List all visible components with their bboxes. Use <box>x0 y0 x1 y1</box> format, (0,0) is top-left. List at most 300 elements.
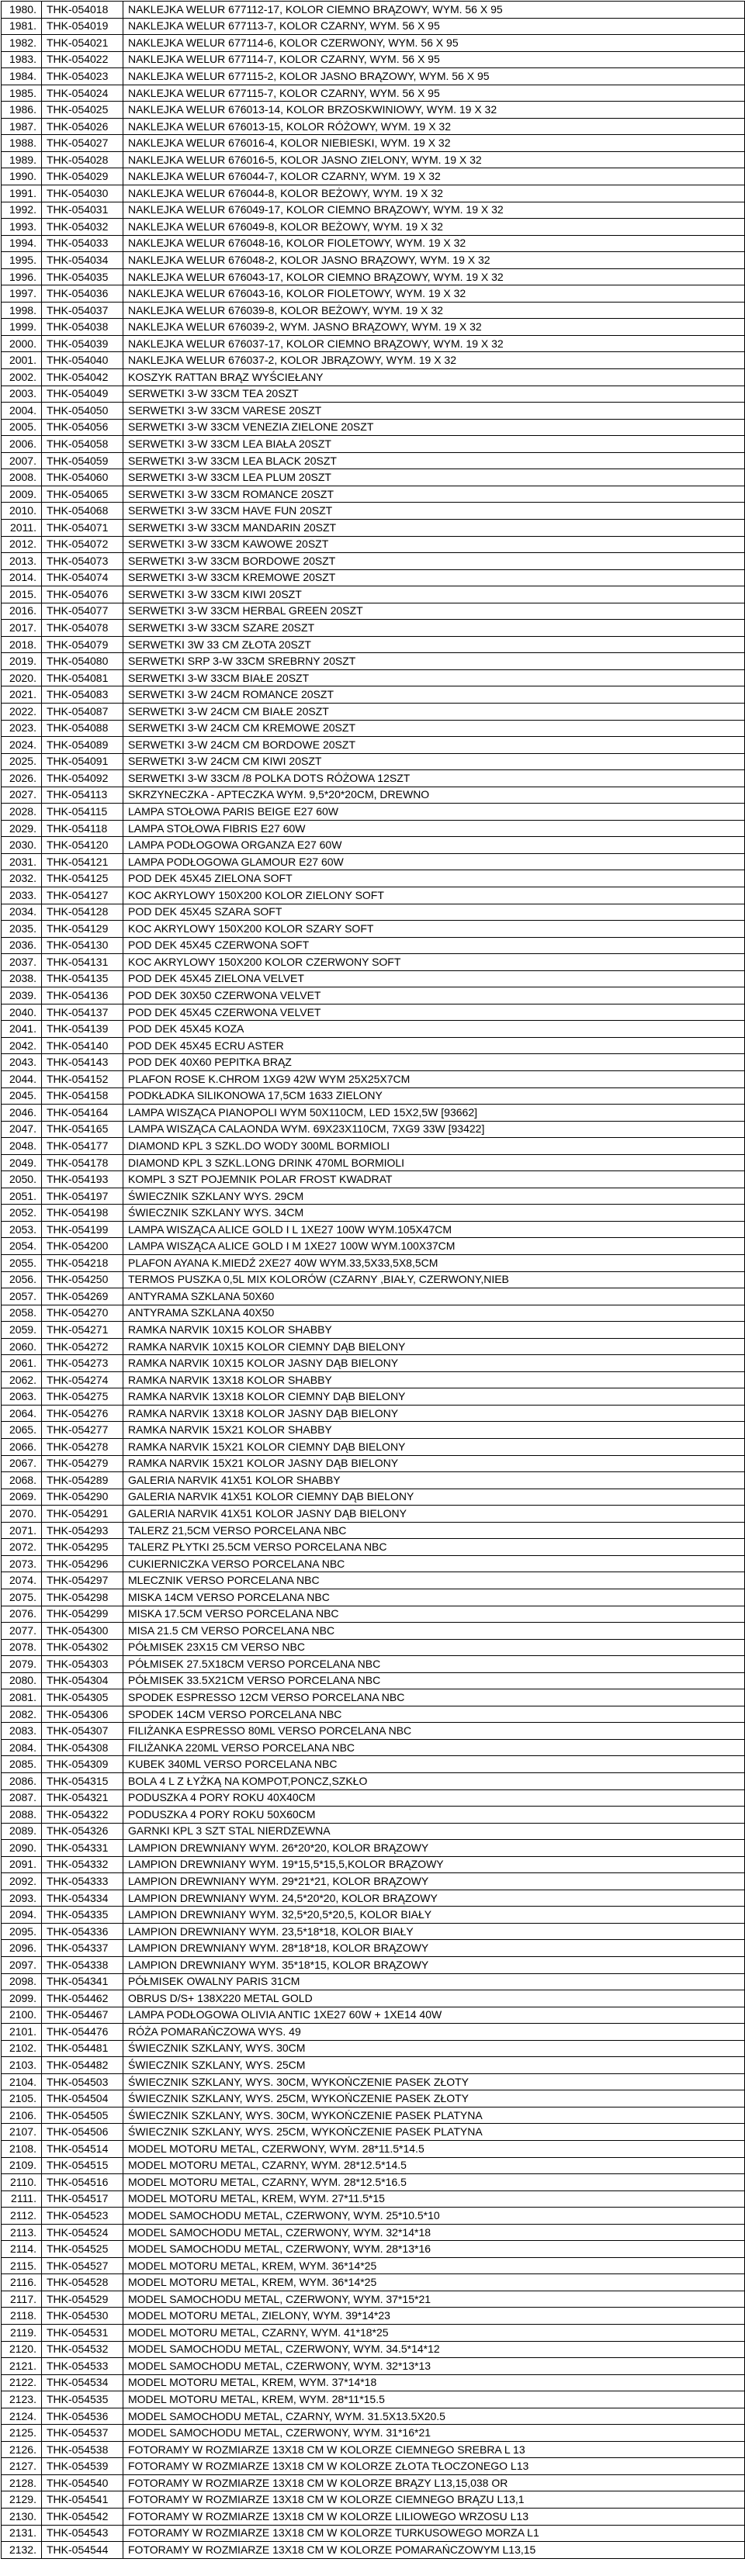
table-row <box>2 285 745 303</box>
table-row <box>2 1539 745 1556</box>
product-name: SERWETKI 3-W 33CM LEA PLUM 20SZT <box>123 469 745 486</box>
table-row <box>2 1138 745 1155</box>
table-row <box>2 102 745 119</box>
product-code: THK-054165 <box>42 1121 123 1138</box>
row-number: 2125. <box>2 2425 42 2442</box>
product-name: FOTORAMY W ROZMIARZE 13X18 CM W KOLORZE CIEMNEGO BRĄZU L13,1 <box>123 2491 745 2509</box>
product-name: LAMPION DREWNIANY WYM. 26*20*20, KOLOR BRĄZOWY <box>123 1840 745 1857</box>
row-number: 2124. <box>2 2408 42 2425</box>
product-code: THK-054515 <box>42 2157 123 2174</box>
row-number: 2015. <box>2 586 42 603</box>
product-code: THK-054304 <box>42 1672 123 1689</box>
row-number: 2061. <box>2 1355 42 1372</box>
row-number: 2055. <box>2 1255 42 1272</box>
product-name: POD DEK 30X50 CZERWONA VELVET <box>123 987 745 1004</box>
row-number: 2113. <box>2 2224 42 2241</box>
row-number: 2100. <box>2 2007 42 2024</box>
row-number: 2128. <box>2 2474 42 2491</box>
product-code: THK-054036 <box>42 285 123 303</box>
table-row <box>2 1907 745 1924</box>
table-row <box>2 887 745 904</box>
product-name: POD DEK 45X45 SZARA SOFT <box>123 904 745 921</box>
row-number: 2003. <box>2 386 42 403</box>
product-name: MODEL SAMOCHODU METAL, CZERWONY, WYM. 32*14*18 <box>123 2224 745 2241</box>
row-number: 2108. <box>2 2141 42 2158</box>
product-name: LAMPION DREWNIANY WYM. 19*15,5*15,5,KOLOR BRĄZOWY <box>123 1856 745 1873</box>
table-row <box>2 2525 745 2542</box>
product-code: THK-054080 <box>42 653 123 670</box>
table-row <box>2 2174 745 2191</box>
product-code: THK-054516 <box>42 2174 123 2191</box>
product-name: ŚWIECZNIK SZKLANY, WYS. 30CM, WYKOŃCZENIE PASEK PLATYNA <box>123 2107 745 2124</box>
table-row <box>2 18 745 35</box>
product-name: RAMKA NARVIK 13X18 KOLOR SHABBY <box>123 1371 745 1388</box>
product-code: THK-054198 <box>42 1205 123 1222</box>
product-code: THK-054078 <box>42 620 123 637</box>
table-row <box>2 1221 745 1238</box>
product-name: NAKLEJKA WELUR 677115-2, KOLOR JASNO BRĄZOWY, WYM. 56 X 95 <box>123 68 745 85</box>
table-row <box>2 1606 745 1623</box>
table-row <box>2 1288 745 1305</box>
product-code: THK-054341 <box>42 1973 123 1990</box>
product-code: THK-054322 <box>42 1807 123 1824</box>
table-row <box>2 1555 745 1572</box>
product-code: THK-054271 <box>42 1322 123 1339</box>
table-row <box>2 620 745 637</box>
row-number: 1981. <box>2 18 42 35</box>
row-number: 2101. <box>2 2024 42 2041</box>
product-name: LAMPION DREWNIANY WYM. 28*18*18, KOLOR BRĄZOWY <box>123 1940 745 1957</box>
product-code: THK-054073 <box>42 553 123 570</box>
table-row <box>2 770 745 787</box>
row-number: 2087. <box>2 1789 42 1807</box>
product-code: THK-054125 <box>42 870 123 887</box>
row-number: 2053. <box>2 1221 42 1238</box>
product-name: PÓŁMISEK 23X15 CM VERSO NBC <box>123 1639 745 1656</box>
table-row <box>2 1689 745 1706</box>
product-code: THK-054060 <box>42 469 123 486</box>
product-name: PLAFON AYANA K.MIEDŹ 2XE27 40W WYM.33,5X33,5X8,5CM <box>123 1255 745 1272</box>
table-row <box>2 1772 745 1789</box>
product-name: NAKLEJKA WELUR 677114-6, KOLOR CZERWONY, WYM. 56 X 95 <box>123 35 745 52</box>
table-row <box>2 2107 745 2124</box>
row-number: 2088. <box>2 1807 42 1824</box>
product-name: PÓŁMISEK 27.5X18CM VERSO PORCELANA NBC <box>123 1656 745 1673</box>
table-row <box>2 2208 745 2225</box>
product-code: THK-054031 <box>42 202 123 219</box>
product-name: LAMPA WISZĄCA PIANOPOLI WYM 50X110CM, LED 15X2,5W [93662] <box>123 1105 745 1122</box>
table-row <box>2 135 745 152</box>
product-code: THK-054068 <box>42 503 123 520</box>
row-number: 1996. <box>2 268 42 285</box>
product-code: THK-054277 <box>42 1422 123 1439</box>
table-row <box>2 837 745 854</box>
table-row <box>2 168 745 185</box>
product-code: THK-054524 <box>42 2224 123 2241</box>
product-table <box>1 1 745 2559</box>
product-name: NAKLEJKA WELUR 676039-2, WYM. JASNO BRĄZOWY, WYM. 19 X 32 <box>123 319 745 336</box>
table-row <box>2 35 745 52</box>
product-code: THK-054072 <box>42 536 123 553</box>
product-code: THK-054128 <box>42 904 123 921</box>
table-row <box>2 235 745 252</box>
product-name: PODUSZKA 4 PORY ROKU 40X40CM <box>123 1789 745 1807</box>
table-row <box>2 319 745 336</box>
product-name: POD DEK 45X45 ZIELONA VELVET <box>123 970 745 987</box>
row-number: 2040. <box>2 1004 42 1021</box>
row-number: 2103. <box>2 2057 42 2074</box>
row-number: 2078. <box>2 1639 42 1656</box>
product-code: THK-054026 <box>42 118 123 135</box>
product-code: THK-054019 <box>42 18 123 35</box>
product-code: THK-054272 <box>42 1338 123 1355</box>
table-row <box>2 2458 745 2475</box>
product-code: THK-054504 <box>42 2090 123 2107</box>
product-name: KOC AKRYLOWY 150X200 KOLOR CZERWONY SOFT <box>123 954 745 971</box>
product-name: NAKLEJKA WELUR 676016-4, KOLOR NIEBIESKI, WYM. 19 X 32 <box>123 135 745 152</box>
table-row <box>2 2374 745 2391</box>
product-name: MODEL MOTORU METAL, CZARNY, WYM. 28*12.5*16.5 <box>123 2174 745 2191</box>
table-row <box>2 2425 745 2442</box>
row-number: 2028. <box>2 804 42 821</box>
product-name: NAKLEJKA WELUR 676043-17, KOLOR CIEMNO BRĄZOWY, WYM. 19 X 32 <box>123 268 745 285</box>
table-row <box>2 1489 745 1506</box>
product-name: KUBEK 340ML VERSO PORCELANA NBC <box>123 1756 745 1773</box>
table-row <box>2 1956 745 1973</box>
product-name: SERWETKI 3W 33 CM ZŁOTA 20SZT <box>123 636 745 653</box>
product-name: SERWETKI 3-W 24CM ROMANCE 20SZT <box>123 686 745 704</box>
table-row <box>2 2141 745 2158</box>
product-code: THK-054535 <box>42 2391 123 2408</box>
product-code: THK-054333 <box>42 1873 123 1890</box>
table-row <box>2 1639 745 1656</box>
product-code: THK-054088 <box>42 720 123 737</box>
product-name: GALERIA NARVIK 41X51 KOLOR JASNY DĄB BIELONY <box>123 1506 745 1523</box>
product-code: THK-054049 <box>42 386 123 403</box>
product-name: MODEL SAMOCHODU METAL, CZERWONY, WYM. 25*10.5*10 <box>123 2208 745 2225</box>
row-number: 2060. <box>2 1338 42 1355</box>
row-number: 2017. <box>2 620 42 637</box>
table-row <box>2 1422 745 1439</box>
product-code: THK-054193 <box>42 1171 123 1188</box>
table-row <box>2 2 745 19</box>
table-row <box>2 2190 745 2208</box>
table-row <box>2 252 745 269</box>
product-code: THK-054295 <box>42 1539 123 1556</box>
table-row <box>2 2040 745 2057</box>
product-name: TALERZ 21,5CM VERSO PORCELANA NBC <box>123 1522 745 1539</box>
row-number: 2008. <box>2 469 42 486</box>
product-name: NAKLEJKA WELUR 676043-16, KOLOR FIOLETOWY, WYM. 19 X 32 <box>123 285 745 303</box>
product-code: THK-054505 <box>42 2107 123 2124</box>
row-number: 2067. <box>2 1455 42 1472</box>
row-number: 2084. <box>2 1739 42 1756</box>
table-row <box>2 1205 745 1222</box>
table-row <box>2 820 745 837</box>
table-row <box>2 1572 745 1589</box>
table-row <box>2 503 745 520</box>
table-row <box>2 151 745 168</box>
product-name: LAMPA PODŁOGOWA GLAMOUR E27 60W <box>123 853 745 870</box>
product-name: SERWETKI 3-W 33CM KIWI 20SZT <box>123 586 745 603</box>
product-name: TERMOS PUSZKA 0,5L MIX KOLORÓW (CZARNY ,BIAŁY, CZERWONY,NIEB <box>123 1271 745 1288</box>
product-code: THK-054034 <box>42 252 123 269</box>
product-code: THK-054076 <box>42 586 123 603</box>
product-code: THK-054308 <box>42 1739 123 1756</box>
table-row <box>2 2257 745 2274</box>
product-name: NAKLEJKA WELUR 677113-7, KOLOR CZARNY, WYM. 56 X 95 <box>123 18 745 35</box>
product-code: THK-054337 <box>42 1940 123 1957</box>
row-number: 2102. <box>2 2040 42 2057</box>
product-name: LAMPION DREWNIANY WYM. 24,5*20*20, KOLOR BRĄZOWY <box>123 1890 745 1907</box>
product-name: DIAMOND KPL 3 SZKL.LONG DRINK 470ML BORMIOLI <box>123 1154 745 1171</box>
row-number: 2048. <box>2 1138 42 1155</box>
row-number: 2120. <box>2 2341 42 2358</box>
product-code: THK-054158 <box>42 1087 123 1105</box>
row-number: 2039. <box>2 987 42 1004</box>
product-name: CUKIERNICZKA VERSO PORCELANA NBC <box>123 1555 745 1572</box>
table-row <box>2 954 745 971</box>
product-code: THK-054530 <box>42 2308 123 2325</box>
table-row <box>2 2391 745 2408</box>
product-code: THK-054127 <box>42 887 123 904</box>
product-code: THK-054321 <box>42 1789 123 1807</box>
product-name: NAKLEJKA WELUR 676037-17, KOLOR CIEMNO BRĄZOWY, WYM. 19 X 32 <box>123 335 745 352</box>
row-number: 2116. <box>2 2274 42 2291</box>
row-number: 2062. <box>2 1371 42 1388</box>
product-code: THK-054129 <box>42 921 123 938</box>
product-code: THK-054331 <box>42 1840 123 1857</box>
product-code: THK-054543 <box>42 2525 123 2542</box>
product-name: LAMPA STOŁOWA PARIS BEIGE E27 60W <box>123 804 745 821</box>
product-code: THK-054541 <box>42 2491 123 2509</box>
table-row <box>2 436 745 453</box>
product-name: POD DEK 40X60 PEPITKA BRĄZ <box>123 1054 745 1071</box>
row-number: 1991. <box>2 185 42 202</box>
product-code: THK-054528 <box>42 2274 123 2291</box>
row-number: 2071. <box>2 1522 42 1539</box>
product-name: POD DEK 45X45 CZERWONA VELVET <box>123 1004 745 1021</box>
product-code: THK-054035 <box>42 268 123 285</box>
product-name: FILIŻANKA ESPRESSO 80ML VERSO PORCELANA NBC <box>123 1723 745 1740</box>
row-number: 2130. <box>2 2509 42 2526</box>
table-row <box>2 1388 745 1406</box>
row-number: 1997. <box>2 285 42 303</box>
product-name: SERWETKI 3-W 33CM KREMOWE 20SZT <box>123 569 745 586</box>
product-name: DIAMOND KPL 3 SZKL.DO WODY 300ML BORMIOLI <box>123 1138 745 1155</box>
product-code: THK-054197 <box>42 1188 123 1205</box>
row-number: 2068. <box>2 1472 42 1489</box>
table-row <box>2 403 745 420</box>
table-row <box>2 51 745 68</box>
product-code: THK-054178 <box>42 1154 123 1171</box>
row-number: 2021. <box>2 686 42 704</box>
row-number: 2080. <box>2 1672 42 1689</box>
row-number: 2047. <box>2 1121 42 1138</box>
product-code: THK-054136 <box>42 987 123 1004</box>
product-name: LAMPION DREWNIANY WYM. 35*18*15, KOLOR BRĄZOWY <box>123 1956 745 1973</box>
table-row <box>2 2341 745 2358</box>
product-name: RAMKA NARVIK 10X15 KOLOR SHABBY <box>123 1322 745 1339</box>
table-row <box>2 1188 745 1205</box>
table-row <box>2 1723 745 1740</box>
product-name: SERWETKI 3-W 33CM HERBAL GREEN 20SZT <box>123 603 745 620</box>
table-row <box>2 268 745 285</box>
row-number: 1998. <box>2 302 42 319</box>
product-code: THK-054022 <box>42 51 123 68</box>
table-row <box>2 1071 745 1088</box>
product-code: THK-054482 <box>42 2057 123 2074</box>
table-row <box>2 2291 745 2308</box>
product-name: ŚWIECZNIK SZKLANY, WYS. 25CM, WYKOŃCZENIE PASEK ZŁOTY <box>123 2090 745 2107</box>
row-number: 2085. <box>2 1756 42 1773</box>
table-row <box>2 1105 745 1122</box>
row-number: 2083. <box>2 1723 42 1740</box>
row-number: 2030. <box>2 837 42 854</box>
table-row <box>2 787 745 804</box>
product-code: THK-054315 <box>42 1772 123 1789</box>
row-number: 2074. <box>2 1572 42 1589</box>
product-code: THK-054300 <box>42 1623 123 1640</box>
product-code: THK-054523 <box>42 2208 123 2225</box>
table-row <box>2 2358 745 2375</box>
product-name: NAKLEJKA WELUR 676044-7, KOLOR CZARNY, WYM. 19 X 32 <box>123 168 745 185</box>
product-code: THK-054289 <box>42 1472 123 1489</box>
row-number: 2096. <box>2 1940 42 1957</box>
product-code: THK-054087 <box>42 703 123 720</box>
product-code: THK-054074 <box>42 569 123 586</box>
row-number: 2014. <box>2 569 42 586</box>
table-row <box>2 1756 745 1773</box>
row-number: 2013. <box>2 553 42 570</box>
table-row <box>2 219 745 236</box>
row-number: 2092. <box>2 1873 42 1890</box>
product-code: THK-054032 <box>42 219 123 236</box>
row-number: 2054. <box>2 1238 42 1255</box>
row-number: 2044. <box>2 1071 42 1088</box>
row-number: 2104. <box>2 2073 42 2090</box>
table-row <box>2 1171 745 1188</box>
table-row <box>2 686 745 704</box>
row-number: 2063. <box>2 1388 42 1406</box>
row-number: 1995. <box>2 252 42 269</box>
product-name: RAMKA NARVIK 15X21 KOLOR SHABBY <box>123 1422 745 1439</box>
row-number: 2033. <box>2 887 42 904</box>
row-number: 2007. <box>2 452 42 469</box>
product-code: THK-054270 <box>42 1305 123 1322</box>
row-number: 2002. <box>2 369 42 386</box>
product-code: THK-054038 <box>42 319 123 336</box>
row-number: 2132. <box>2 2542 42 2559</box>
table-row <box>2 1990 745 2007</box>
product-name: FOTORAMY W ROZMIARZE 13X18 CM W KOLORZE LILIOWEGO WRZOSU L13 <box>123 2509 745 2526</box>
product-code: THK-054152 <box>42 1071 123 1088</box>
table-row <box>2 586 745 603</box>
product-name: MODEL SAMOCHODU METAL, CZARNY, WYM. 31.5X13.5X20.5 <box>123 2408 745 2425</box>
product-name: RAMKA NARVIK 13X18 KOLOR JASNY DĄB BIELONY <box>123 1405 745 1422</box>
table-row <box>2 1087 745 1105</box>
product-name: PODKŁADKA SILIKONOWA 17,5CM 1633 ZIELONY <box>123 1087 745 1105</box>
product-code: THK-054299 <box>42 1606 123 1623</box>
product-code: THK-054115 <box>42 804 123 821</box>
product-code: THK-054298 <box>42 1589 123 1606</box>
product-name: GALERIA NARVIK 41X51 KOLOR SHABBY <box>123 1472 745 1489</box>
row-number: 2115. <box>2 2257 42 2274</box>
product-name: LAMPION DREWNIANY WYM. 23,5*18*18, KOLOR BIAŁY <box>123 1923 745 1940</box>
table-row <box>2 302 745 319</box>
product-code: THK-054303 <box>42 1656 123 1673</box>
product-code: THK-054302 <box>42 1639 123 1656</box>
table-row <box>2 804 745 821</box>
product-code: THK-054135 <box>42 970 123 987</box>
row-number: 2016. <box>2 603 42 620</box>
product-code: THK-054250 <box>42 1271 123 1288</box>
table-row <box>2 1840 745 1857</box>
row-number: 2110. <box>2 2174 42 2191</box>
table-row <box>2 469 745 486</box>
product-code: THK-054130 <box>42 937 123 954</box>
product-code: THK-054517 <box>42 2190 123 2208</box>
product-code: THK-054021 <box>42 35 123 52</box>
row-number: 1984. <box>2 68 42 85</box>
row-number: 2066. <box>2 1439 42 1456</box>
product-name: NAKLEJKA WELUR 676013-14, KOLOR BRZOSKWINIOWY, WYM. 19 X 32 <box>123 102 745 119</box>
row-number: 2026. <box>2 770 42 787</box>
product-code: THK-054481 <box>42 2040 123 2057</box>
product-name: ŚWIECZNIK SZKLANY WYS. 29CM <box>123 1188 745 1205</box>
product-code: THK-054335 <box>42 1907 123 1924</box>
product-code: THK-054334 <box>42 1890 123 1907</box>
product-name: MISKA 17.5CM VERSO PORCELANA NBC <box>123 1606 745 1623</box>
table-row <box>2 1037 745 1054</box>
product-code: THK-054269 <box>42 1288 123 1305</box>
table-row <box>2 1789 745 1807</box>
product-name: PLAFON ROSE K.CHROM 1XG9 42W WYM 25X25X7CM <box>123 1071 745 1088</box>
row-number: 2129. <box>2 2491 42 2509</box>
product-name: ŚWIECZNIK SZKLANY, WYS. 30CM <box>123 2040 745 2057</box>
product-name: MISKA 14CM VERSO PORCELANA NBC <box>123 1589 745 1606</box>
row-number: 2043. <box>2 1054 42 1071</box>
product-name: RAMKA NARVIK 13X18 KOLOR CIEMNY DĄB BIELONY <box>123 1388 745 1406</box>
product-name: RAMKA NARVIK 10X15 KOLOR CIEMNY DĄB BIELONY <box>123 1338 745 1355</box>
product-code: THK-054200 <box>42 1238 123 1255</box>
product-code: THK-054332 <box>42 1856 123 1873</box>
row-number: 1992. <box>2 202 42 219</box>
table-row <box>2 486 745 503</box>
table-row <box>2 68 745 85</box>
product-name: NAKLEJKA WELUR 676039-8, KOLOR BEŻOWY, WYM. 19 X 32 <box>123 302 745 319</box>
table-row <box>2 669 745 686</box>
table-row <box>2 1472 745 1489</box>
product-name: SKRZYNECZKA - APTECZKA WYM. 9,5*20*20CM, DREWNO <box>123 787 745 804</box>
row-number: 2064. <box>2 1405 42 1422</box>
product-code: THK-054297 <box>42 1572 123 1589</box>
product-name: SERWETKI 3-W 24CM CM BORDOWE 20SZT <box>123 737 745 754</box>
row-number: 2037. <box>2 954 42 971</box>
product-name: LAMPION DREWNIANY WYM. 29*21*21, KOLOR BRĄZOWY <box>123 1873 745 1890</box>
row-number: 2041. <box>2 1021 42 1038</box>
table-row <box>2 1589 745 1606</box>
product-name: FOTORAMY W ROZMIARZE 13X18 CM W KOLORZE POMARAŃCZOWYM L13,15 <box>123 2542 745 2559</box>
table-row <box>2 1890 745 1907</box>
product-name: NAKLEJKA WELUR 677114-7, KOLOR CZARNY, WYM. 56 X 95 <box>123 51 745 68</box>
product-name: NAKLEJKA WELUR 676016-5, KOLOR JASNO ZIELONY, WYM. 19 X 32 <box>123 151 745 168</box>
row-number: 2049. <box>2 1154 42 1171</box>
product-code: THK-054091 <box>42 753 123 770</box>
product-name: FOTORAMY W ROZMIARZE 13X18 CM W KOLORZE BRĄZY L13,15,038 OR <box>123 2474 745 2491</box>
row-number: 2065. <box>2 1422 42 1439</box>
product-name: ANTYRAMA SZKLANA 50X60 <box>123 1288 745 1305</box>
